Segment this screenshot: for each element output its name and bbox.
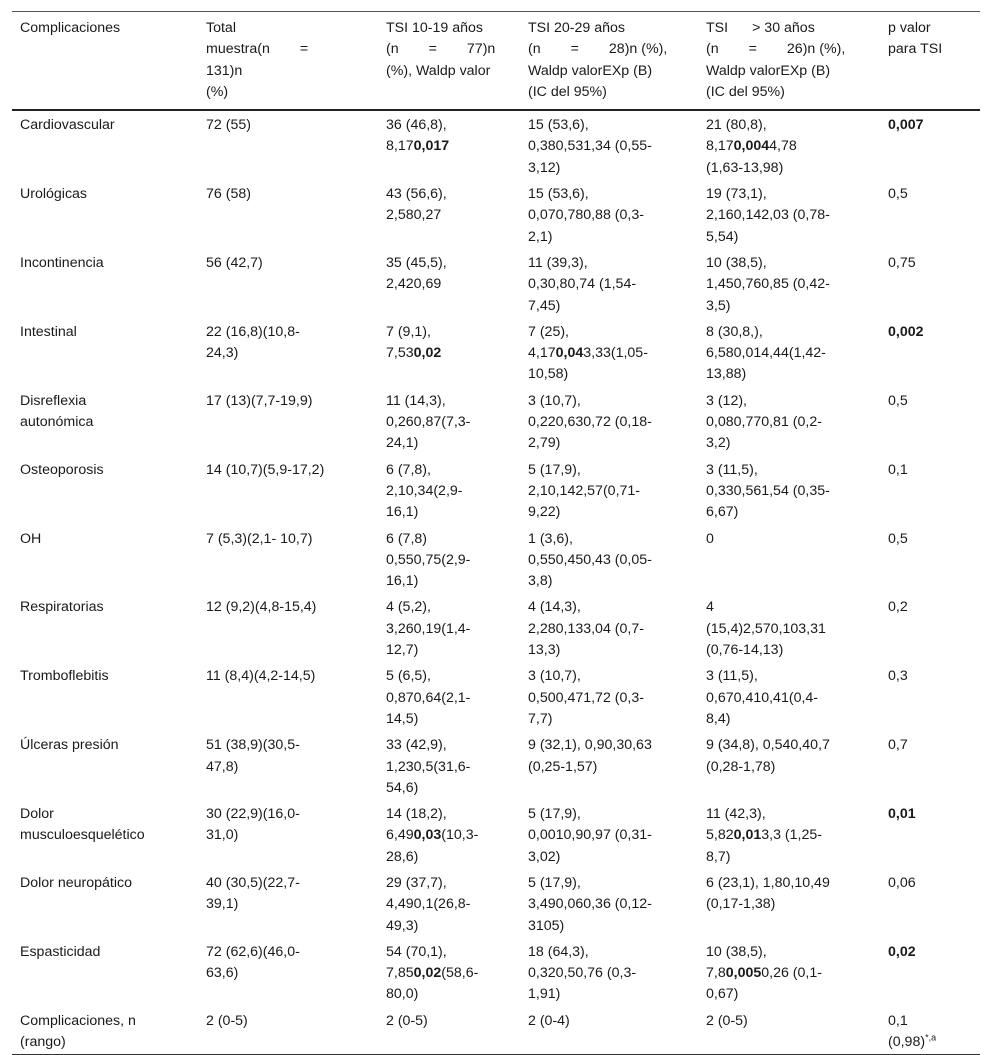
cell-name: Incontinencia (20, 254, 104, 271)
cell-total: 30 (22,9)(16,0- 31,0) (206, 806, 300, 844)
table-row (12, 662, 980, 731)
cell-total: 56 (42,7) (206, 254, 263, 271)
cell-p-valor: 0,3 (888, 668, 908, 685)
cell-p-valor: 0,01 (888, 806, 916, 823)
table-row (12, 456, 980, 525)
cell-p-valor: 0,1 (888, 461, 908, 478)
cell-tsi-10-19: 7 (9,1), 7,530,02 (386, 323, 442, 362)
cell-tsi-10-19: 11 (14,3), 0,260,87(7,3- 24,1) (386, 392, 471, 452)
cell-name: Disreflexia autonómica (20, 392, 94, 431)
cell-tsi-20-29: 3 (10,7), 0,500,471,72 (0,3- 7,7) (528, 668, 644, 727)
cell-name: Dolor neuropático (20, 874, 132, 891)
cell-p-valor: 0,007 (888, 117, 924, 134)
cell-total: 14 (10,7)(5,9-17,2) (206, 461, 325, 478)
cell-name: Espasticidad (20, 943, 101, 960)
cell-p-valor: 0,02 (888, 943, 916, 960)
cell-name: Intestinal (20, 323, 77, 340)
cell-name: Osteoporosis (20, 461, 104, 478)
cell-total: 72 (55) (206, 117, 251, 134)
cell-tsi-10-19: 43 (56,6), 2,580,27 (386, 186, 447, 224)
cell-p-valor: 0,5 (888, 186, 908, 203)
cell-tsi-20-29: 7 (25), 4,170,043,33(1,05- 10,58) (528, 323, 648, 383)
cell-name: Complicaciones, n (rango) (20, 1012, 136, 1051)
cell-total: 22 (16,8)(10,8- 24,3) (206, 323, 300, 362)
cell-total: 12 (9,2)(4,8-15,4) (206, 599, 317, 616)
cell-tsi-30: 11 (42,3), 5,820,013,3 (1,25- 8,7) (706, 806, 822, 865)
cell-tsi-30: 21 (80,8), 8,170,0044,78 (1,63-13,98) (706, 117, 797, 176)
table-header (12, 12, 980, 111)
cell-name: Respiratorias (20, 599, 104, 616)
cell-tsi-30: 6 (23,1), 1,80,10,49 (0,17-1,38) (706, 874, 830, 913)
header-complicaciones: Complicaciones (20, 20, 121, 36)
cell-tsi-30: 10 (38,5), 7,80,0050,26 (0,1- 0,67) (706, 943, 822, 1003)
table-row (12, 249, 980, 318)
cell-p-valor: 0,5 (888, 392, 908, 409)
cell-tsi-20-29: 15 (53,6), 0,380,531,34 (0,55- 3,12) (528, 117, 652, 176)
cell-tsi-30: 3 (12), 0,080,770,81 (0,2- 3,2) (706, 392, 822, 452)
cell-tsi-20-29: 11 (39,3), 0,30,80,74 (1,54- 7,45) (528, 254, 637, 314)
table-container (12, 11, 980, 1055)
table-row (12, 593, 980, 662)
cell-tsi-10-19: 54 (70,1), 7,850,02(58,6- 80,0) (386, 943, 479, 1003)
cell-name: OH (20, 530, 42, 547)
header-tsi-20-29: TSI 20-29 años (n = 28)n (%), Waldp valorEXp (B) (IC del 95%) (528, 20, 668, 100)
cell-name: Tromboflebitis (20, 668, 109, 685)
footnote-marker: *,a (925, 1032, 937, 1043)
cell-tsi-10-19: 6 (7,8), 2,10,34(2,9- 16,1) (386, 461, 463, 521)
cell-name: Úlceras presión (20, 737, 119, 754)
header-row (12, 12, 980, 111)
cell-tsi-30: 0 (706, 530, 714, 547)
cell-tsi-30: 19 (73,1), 2,160,142,03 (0,78- 5,54) (706, 186, 830, 245)
cell-tsi-10-19: 36 (46,8), 8,170,017 (386, 117, 450, 155)
cell-total: 2 (0-5) (206, 1012, 248, 1029)
cell-tsi-20-29: 5 (17,9), 3,490,060,36 (0,12- 3105) (528, 874, 652, 934)
cell-p-valor: 0,002 (888, 323, 924, 340)
table-row (12, 938, 980, 1007)
table-row (12, 387, 980, 456)
cell-total: 17 (13)(7,7-19,9) (206, 392, 313, 409)
cell-tsi-10-19: 5 (6,5), 0,870,64(2,1- 14,5) (386, 668, 471, 727)
table-row (12, 110, 980, 180)
cell-tsi-20-29: 5 (17,9), 2,10,142,57(0,71- 9,22) (528, 461, 641, 521)
cell-tsi-30: 9 (34,8), 0,540,40,7 (0,28-1,78) (706, 737, 830, 775)
table-row (12, 869, 980, 938)
cell-p-valor: 0,2 (888, 599, 908, 616)
cell-tsi-20-29: 1 (3,6), 0,550,450,43 (0,05- 3,8) (528, 530, 652, 590)
cell-p-valor: 0,7 (888, 737, 908, 754)
header-total: Total muestra(n =131)n (%) (206, 20, 309, 100)
cell-p-valor: 0,5 (888, 530, 908, 547)
cell-total: 11 (8,4)(4,2-14,5) (206, 668, 316, 685)
cell-tsi-20-29: 15 (53,6), 0,070,780,88 (0,3- 2,1) (528, 186, 644, 245)
cell-tsi-10-19: 35 (45,5), 2,420,69 (386, 254, 447, 293)
cell-name: Urológicas (20, 186, 88, 203)
cell-p-valor: 0,1 $(0,98)^{*,a}$ (888, 1012, 937, 1051)
cell-name: Cardiovascular (20, 117, 115, 134)
table-row (12, 525, 980, 594)
cell-tsi-10-19: 14 (18,2), 6,490,03(10,3- 28,6) (386, 806, 479, 865)
cell-total: 76 (58) (206, 186, 251, 203)
cell-tsi-20-29: 18 (64,3), 0,320,50,76 (0,3- 1,91) (528, 943, 637, 1003)
cell-tsi-20-29: 9 (32,1), 0,90,30,63 (0,25-1,57) (528, 737, 652, 775)
table-body (12, 110, 980, 1055)
cell-tsi-30: 10 (38,5), 1,450,760,85 (0,42- 3,5) (706, 254, 830, 314)
table-row (12, 318, 980, 387)
cell-p-valor: 0,06 (888, 874, 916, 891)
complications-table (12, 11, 980, 1055)
cell-tsi-10-19: 2 (0-5) (386, 1012, 428, 1029)
cell-total: 72 (62,6)(46,0- 63,6) (206, 943, 300, 982)
cell-tsi-30: 8 (30,8,), 6,580,014,44(1,42- 13,88) (706, 323, 826, 383)
header-p-valor: p valor para TSI (888, 20, 943, 58)
cell-tsi-20-29: 3 (10,7), 0,220,630,72 (0,18- 2,79) (528, 392, 652, 452)
cell-tsi-30: 3 (11,5), 0,670,410,41(0,4- 8,4) (706, 668, 819, 727)
cell-total: 40 (30,5)(22,7- 39,1) (206, 874, 300, 913)
cell-tsi-30: 3 (11,5), 0,330,561,54 (0,35- 6,67) (706, 461, 830, 521)
header-tsi-10-19: TSI 10-19 años (n = 77)n (%), Waldp valor (386, 20, 496, 79)
cell-tsi-20-29: 2 (0-4) (528, 1012, 570, 1029)
cell-p-valor: 0,75 (888, 254, 916, 271)
cell-tsi-10-19: 6 (7,8) 0,550,75(2,9- 16,1) (386, 530, 471, 590)
cell-total: 51 (38,9)(30,5- 47,8) (206, 737, 300, 775)
header-tsi-30: TSI > 30 años (n = 26)n (%), Waldp valorEXp (B) (IC del 95%) (706, 20, 846, 100)
cell-tsi-20-29: 4 (14,3), 2,280,133,04 (0,7- 13,3) (528, 599, 644, 659)
cell-tsi-30: 2 (0-5) (706, 1012, 748, 1029)
cell-tsi-10-19: 4 (5,2), 3,260,19(1,4- 12,7) (386, 599, 471, 659)
cell-tsi-10-19: 33 (42,9), 1,230,5(31,6- 54,6) (386, 737, 471, 796)
cell-tsi-10-19: 29 (37,7), 4,490,1(26,8- 49,3) (386, 874, 471, 934)
table-row (12, 731, 980, 800)
cell-tsi-30: 4 (15,4)2,570,103,31 (0,76-14,13) (706, 599, 826, 659)
table-row (12, 180, 980, 249)
cell-name: Dolor musculoesquelético (20, 806, 145, 844)
table-row (12, 800, 980, 869)
cell-tsi-20-29: 5 (17,9), 0,0010,90,97 (0,31- 3,02) (528, 806, 652, 865)
cell-total: 7 (5,3)(2,1- 10,7) (206, 530, 313, 547)
